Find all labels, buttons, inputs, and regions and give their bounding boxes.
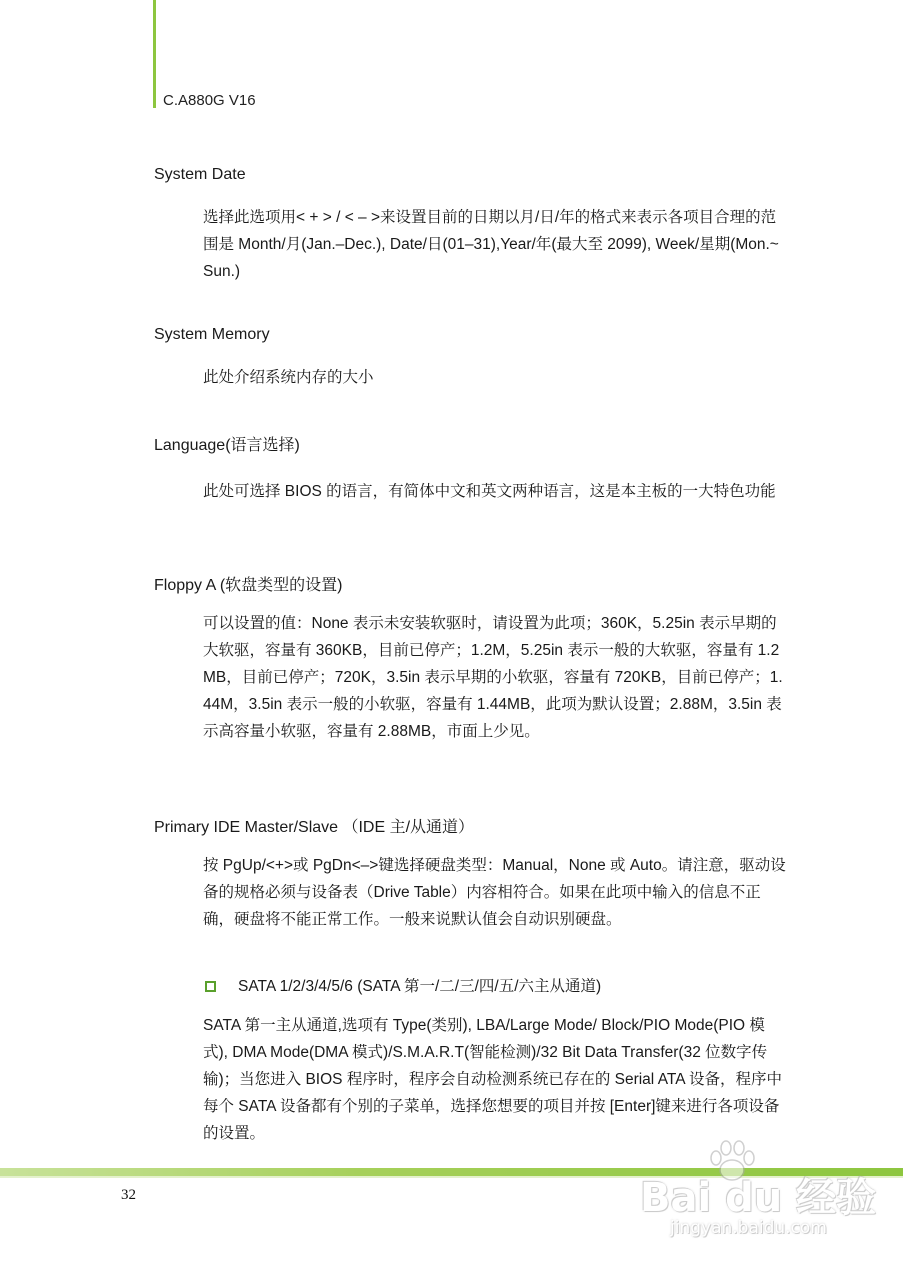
watermark-logo: Bai du 经验 <box>640 1175 877 1221</box>
system-date-description: 选择此选项用< + > / < – >来设置目前的日期以月/日/年的格式来表示各项目合理的范围是 Month/月(Jan.–Dec.), Date/日(01–31),Year/年(最大至 2099), Week/星期(Mon.~ Sun.) <box>203 209 779 280</box>
sata-bullet-item <box>205 974 601 996</box>
sata-description: SATA 第一主从通道,选项有 Type(类别), LBA/Large Mode/ Block/PIO Mode(PIO 模式), DMA Mode(DMA 模式)/S.M.A.R.T(智能检测)/32 Bit Data Transfer(32 位数字传输)；当您进入 BIOS 程序时，程序会自动检测系统已存在的 Serial ATA 设备，程序中每个 SATA 设备都有个别的子菜单，选择您想要的项目并按 [Enter]键来进行各项设备的设置。 <box>203 1017 782 1142</box>
system-memory-heading: System Memory <box>154 326 270 343</box>
checkbox-bullet-icon <box>205 981 216 992</box>
sata-bullet-label: SATA 1/2/3/4/5/6 (SATA 第一/二/三/四/五/六主从通道) <box>238 978 602 995</box>
language-description: 此处可选择 BIOS 的语言，有简体中文和英文两种语言，这是本主板的一大特色功能 <box>203 483 776 500</box>
system-memory-description: 此处介绍系统内存的大小 <box>203 369 374 386</box>
header-accent-rule <box>153 0 156 108</box>
baidu-watermark <box>640 1136 880 1256</box>
watermark-url: jingyan.baidu.com <box>670 1218 827 1238</box>
system-date-heading: System Date <box>154 166 246 183</box>
primary-ide-description: 按 PgUp/<+>或 PgDn<–>键选择硬盘类型：Manual，None 或 Auto。请注意，驱动设备的规格必须与设备表（Drive Table）内容相符合。如果在此项中输入的信息不正确，硬盘将不能正常工作。一般来说默认值会自动识别硬盘。 <box>203 857 786 928</box>
model-label: C.A880G V16 <box>163 92 256 109</box>
floppy-heading: Floppy A (软盘类型的设置) <box>154 577 343 594</box>
page-number: 32 <box>121 1187 136 1203</box>
floppy-description: 可以设置的值：None 表示未安装软驱时，请设置为此项；360K，5.25in 表示早期的大软驱，容量有 360KB，目前已停产；1.2M，5.25in 表示一般的大软驱，容量有 1.2MB，目前已停产；720K，3.5in 表示早期的小软驱，容量有 720KB，目前已停产；1.44M，3.5in 表示一般的小软驱，容量有 1.44MB，此项为默认设置；2.88M，3.5in 表示高容量小软驱，容量有 2.88MB，市面上少见。 <box>203 615 783 740</box>
language-heading: Language(语言选择) <box>154 437 300 454</box>
primary-ide-heading: Primary IDE Master/Slave （IDE 主/从通道） <box>154 819 475 836</box>
